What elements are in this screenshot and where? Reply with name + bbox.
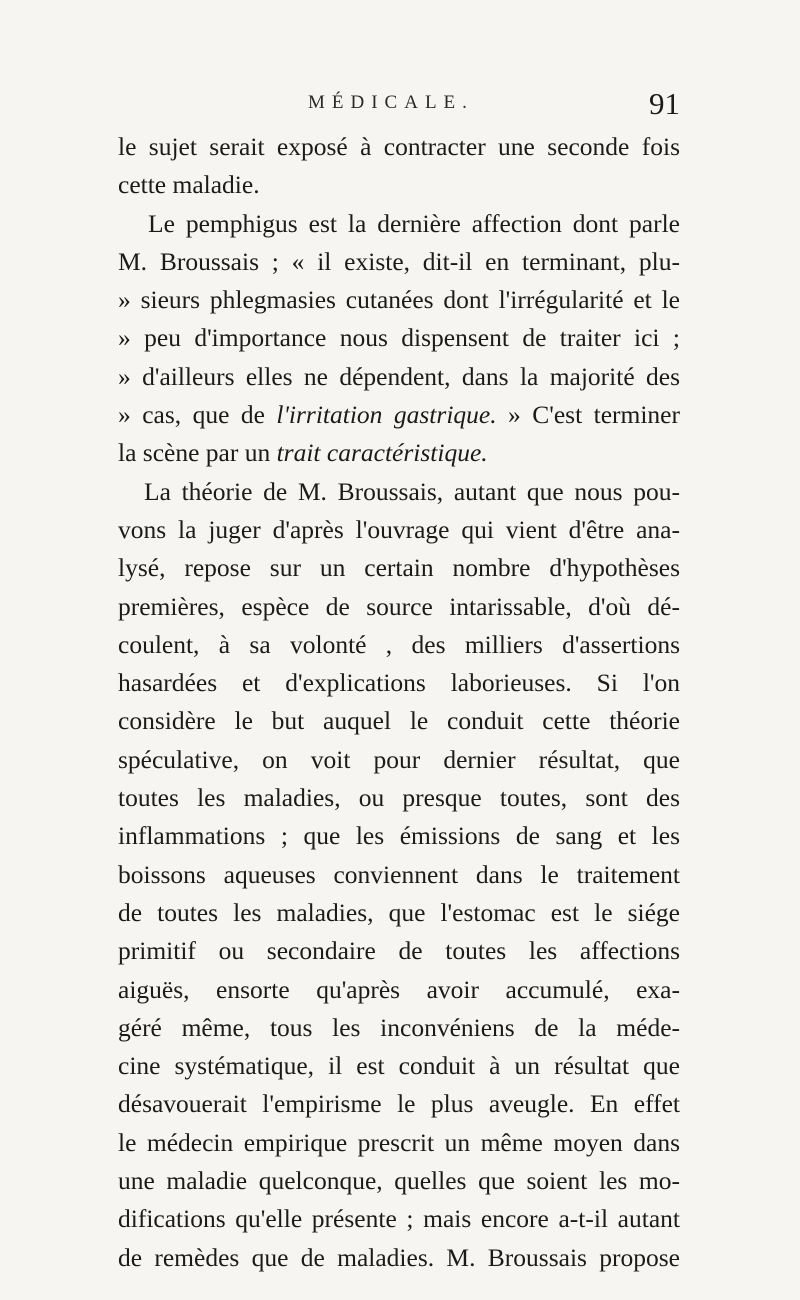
body-text	[118, 128, 680, 1277]
text-line: aiguës, ensorte qu'après avoir accumulé, exa-	[118, 974, 680, 1004]
text-line: inflammations ; que les émissions de sang et les	[118, 821, 680, 851]
text-line: » sieurs phlegmasies cutanées dont l'irrégularité et le	[118, 285, 680, 315]
text-line: cette maladie.	[118, 170, 260, 200]
text-fragment: » C'est terminer	[496, 400, 680, 430]
text-line: géré même, tous les inconvéniens de la méde-	[118, 1012, 680, 1042]
text-line: » peu d'importance nous dispensent de traiter ici ;	[118, 323, 680, 353]
text-line: désavouerait l'empirisme le plus aveugle. En effet	[118, 1089, 680, 1119]
text-line: cine systématique, il est conduit à un résultat que	[118, 1051, 680, 1081]
text-line: toutes les maladies, ou presque toutes, sont des	[118, 783, 680, 813]
text-fragment: » cas, que de	[118, 400, 277, 430]
text-fragment: la scène par un	[118, 438, 277, 468]
text-line: boissons aqueuses conviennent dans le traitement	[118, 859, 680, 889]
text-line: considère le but auquel le conduit cette théorie	[118, 706, 680, 736]
italic-phrase: l'irritation gastrique.	[276, 400, 497, 430]
text-line: vons la juger d'après l'ouvrage qui vient d'être ana-	[118, 514, 680, 544]
text-line: La théorie de M. Broussais, autant que nous pou-	[144, 476, 680, 506]
page-header	[118, 86, 680, 132]
italic-phrase: trait caractéristique.	[276, 438, 488, 468]
text-line: difications qu'elle présente ; mais encore a-t-il autant	[118, 1204, 680, 1234]
text-line: coulent, à sa volonté , des milliers d'assertions	[118, 629, 680, 659]
text-line: une maladie quelconque, quelles que soient les mo-	[118, 1166, 680, 1196]
text-line: le médecin empirique prescrit un même moyen dans	[118, 1127, 680, 1157]
text-line: lysé, repose sur un certain nombre d'hypothèses	[118, 553, 680, 583]
running-head: MÉDICALE.	[308, 92, 474, 113]
text-line: primitif ou secondaire de toutes les affections	[118, 936, 680, 966]
text-line: Le pemphigus est la dernière affection dont parle	[148, 208, 680, 238]
text-line: spéculative, on voit pour dernier résultat, que	[118, 744, 680, 774]
text-line: de toutes les maladies, que l'estomac est le siége	[118, 897, 680, 927]
text-line: premières, espèce de source intarissable, d'où dé-	[118, 591, 680, 621]
page-number: 91	[649, 86, 680, 121]
text-line: de remèdes que de maladies. M. Broussais propose	[118, 1242, 680, 1272]
text-line	[118, 434, 680, 472]
text-line: hasardées et d'explications laborieuses. Si l'on	[118, 668, 680, 698]
text-line: M. Broussais ; « il existe, dit-il en terminant, plu-	[118, 246, 680, 276]
text-line: » d'ailleurs elles ne dépendent, dans la majorité des	[118, 361, 680, 391]
text-line	[118, 396, 680, 434]
text-line: le sujet serait exposé à contracter une seconde fois	[118, 132, 680, 161]
